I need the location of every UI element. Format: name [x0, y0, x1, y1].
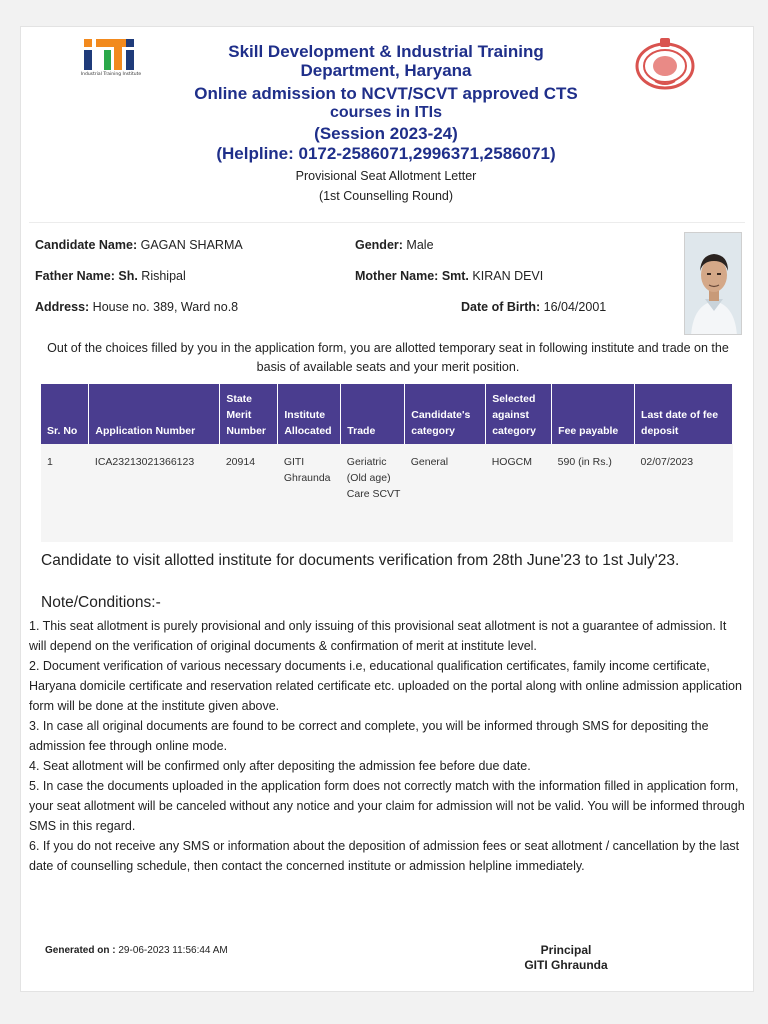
- conditions-list: [29, 616, 747, 876]
- col-application-number: Application Number: [89, 384, 220, 444]
- address-value: House no. 389, Ward no.8: [92, 300, 239, 314]
- dob-row: [461, 299, 606, 315]
- table-header-row: [41, 384, 733, 444]
- col-sr-no: Sr. No: [41, 384, 89, 444]
- admission-title-line2: courses in ITIs: [329, 104, 443, 121]
- counselling-round: (1st Counselling Round): [318, 189, 454, 203]
- generated-value: 29-06-2023 11:56:44 AM: [118, 945, 228, 956]
- candidate-name: GAGAN SHARMA: [140, 238, 243, 252]
- generated-on: [45, 945, 228, 956]
- col-selected-against-category: Selected against category: [486, 384, 552, 444]
- principal-title: Principal: [540, 943, 592, 957]
- principal-signature: [491, 943, 641, 973]
- gender-value: Male: [406, 238, 434, 252]
- condition-item: 6. If you do not receive any SMS or information about the deposition of admission fees or seat allotment / cancellation by the last date of counselling schedule, then contact the concerned institute or admission helpline immediately.: [29, 839, 740, 873]
- dob-value: 16/04/2001: [543, 300, 607, 314]
- conditions-heading: Note/Conditions:-: [41, 594, 161, 611]
- mother-name-label: Mother Name: Smt.: [355, 269, 469, 283]
- candidate-photo: [684, 232, 742, 335]
- session-label: (Session 2023-24): [314, 124, 458, 143]
- condition-item: 3. In case all original documents are found to be correct and complete, you will be informed through SMS for depositing the admission fee through online mode.: [29, 719, 709, 753]
- logo-caption: Industrial Training Institute: [80, 72, 142, 77]
- cell-application-number: ICA23213021366123: [89, 444, 220, 542]
- allotment-letter: [20, 26, 754, 992]
- candidate-name-row: [35, 237, 243, 253]
- letter-title: Provisional Seat Allotment Letter: [295, 169, 477, 183]
- father-name-row: [35, 268, 186, 284]
- father-name: Rishipal: [141, 269, 186, 283]
- col-fee-payable: Fee payable: [552, 384, 635, 444]
- cell-state-merit-number: 20914: [220, 444, 278, 542]
- col-institute-allocated: Institute Allocated: [278, 384, 341, 444]
- col-trade: Trade: [341, 384, 405, 444]
- dept-title-line2: Department, Haryana: [300, 61, 472, 80]
- cell-trade: Geriatric (Old age) Care SCVT: [341, 444, 405, 542]
- candidate-name-label: Candidate Name:: [35, 238, 138, 252]
- col-last-date-fee-deposit: Last date of fee deposit: [635, 384, 733, 444]
- col-state-merit-number: State Merit Number: [220, 384, 278, 444]
- cell-institute-allocated: GITI Ghraunda: [278, 444, 341, 542]
- cell-selected-against-category: HOGCM: [486, 444, 552, 542]
- address-label: Address:: [35, 300, 90, 314]
- table-row: [41, 444, 733, 542]
- verification-notice: Candidate to visit allotted institute for documents verification from 28th June'23 to 1st July'23.: [41, 552, 680, 569]
- allotment-intro: Out of the choices filled by you in the application form, you are allotted temporary seat in following institute and trade on the basis of available seats and your merit position.: [47, 341, 729, 374]
- admission-title-line1: Online admission to NCVT/SCVT approved CTS: [194, 84, 578, 103]
- cell-fee-payable: 590 (in Rs.): [552, 444, 635, 542]
- condition-item: 4. Seat allotment will be confirmed only after depositing the admission fee before due date.: [29, 759, 531, 773]
- dob-label: Date of Birth:: [461, 300, 541, 314]
- cell-sr-no: 1: [41, 444, 89, 542]
- mother-name: KIRAN DEVI: [472, 269, 544, 283]
- cell-candidate-category: General: [405, 444, 486, 542]
- condition-item: 2. Document verification of various necessary documents i.e, educational qualification certificates, family income certificate, Haryana domicile certificate and reservation related certificate etc. uploaded on the portal along with online admission application form will be done at the institute given above.: [29, 659, 742, 713]
- condition-item: 5. In case the documents uploaded in the application form does not correctly match with the information filled in application form, your seat allotment will be canceled without any notice and your claim for admission will not be valid. You will be informed through SMS in this regard.: [29, 779, 745, 833]
- father-name-label: Father Name: Sh.: [35, 269, 138, 283]
- helpline-label: (Helpline: 0172-2586071,2996371,2586071): [216, 144, 556, 163]
- dept-title-line1: Skill Development & Industrial Training: [228, 42, 544, 61]
- allotment-table: [41, 384, 733, 542]
- header-divider: [29, 222, 745, 223]
- principal-institute: GITI Ghraunda: [524, 958, 608, 972]
- gender-label: Gender:: [355, 238, 403, 252]
- generated-label: Generated on :: [45, 945, 116, 956]
- condition-item: 1. This seat allotment is purely provisional and only issuing of this provisional seat allotment is not a guarantee of admission. It will depend on the verification of original documents & confirmation of merit at institute level.: [29, 619, 727, 653]
- col-candidate-category: Candidate's category: [405, 384, 486, 444]
- mother-name-row: [355, 268, 543, 284]
- cell-last-date-fee-deposit: 02/07/2023: [635, 444, 733, 542]
- address-row: [35, 299, 238, 315]
- gender-row: [355, 237, 434, 253]
